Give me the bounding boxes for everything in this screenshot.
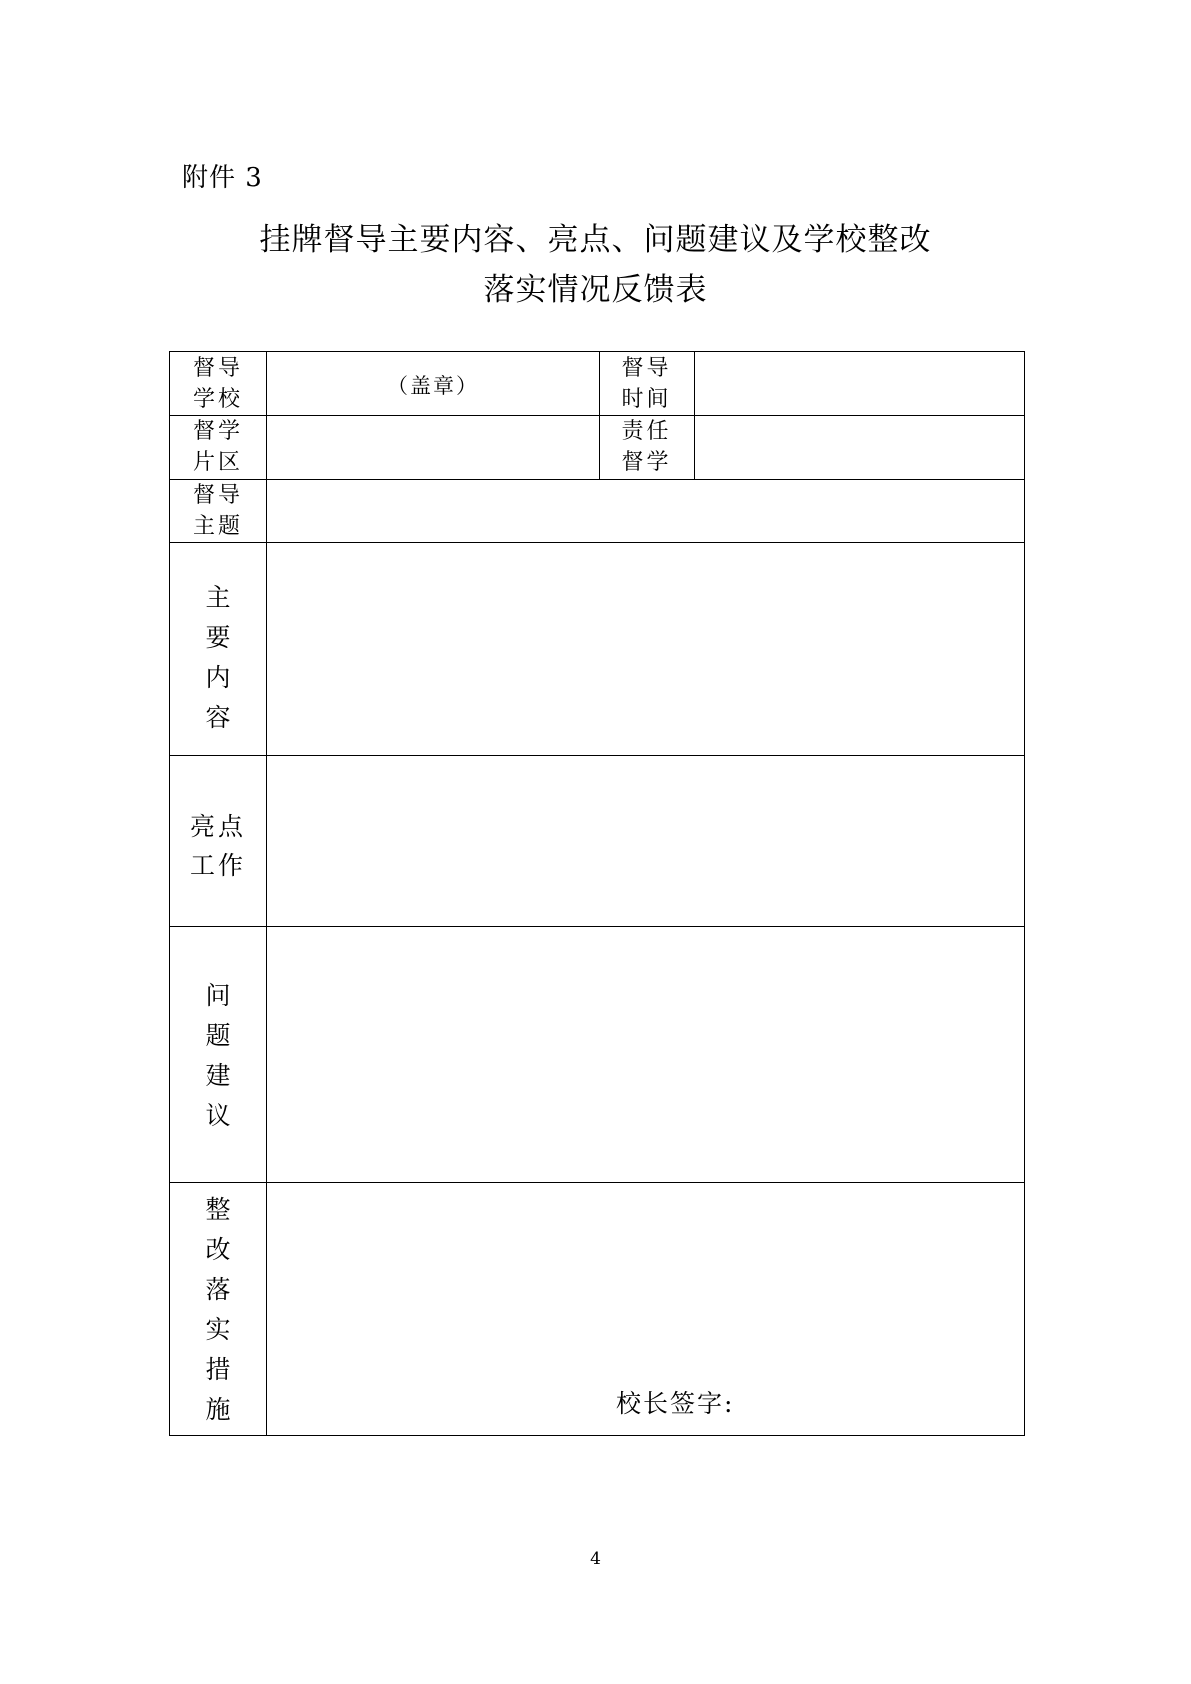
rectification-label: 整 改 落 实 措 施 [205,1195,231,1424]
row-divider [170,479,1024,480]
row-divider [170,755,1024,756]
row-divider [170,926,1024,927]
column-divider [694,352,695,479]
row-divider [170,542,1024,543]
feedback-form-table [169,351,1025,1436]
page-title-line1: 挂牌督导主要内容、亮点、问题建议及学校整改 [259,222,932,258]
main-content-label: 主 要 内 容 [205,583,231,732]
page-title-line2: 落实情况反馈表 [483,272,708,308]
attachment-label: 附件 3 [182,163,263,193]
theme-label: 督导 主题 [192,483,243,539]
district-label: 督学 片区 [192,419,243,475]
label-column-divider [266,352,267,1435]
highlights-label: 亮点 工作 [189,812,246,880]
seal-note: （盖章） [387,374,479,398]
time-label: 督导 时间 [621,356,672,412]
responsible-label: 责任 督学 [621,419,672,475]
row-divider [170,1182,1024,1183]
school-label: 督导 学校 [192,356,243,412]
row-divider [170,415,1024,416]
page-number: 4 [590,1549,601,1569]
issues-label: 问 题 建 议 [205,981,231,1130]
principal-signature-label: 校长签字: [616,1389,735,1418]
